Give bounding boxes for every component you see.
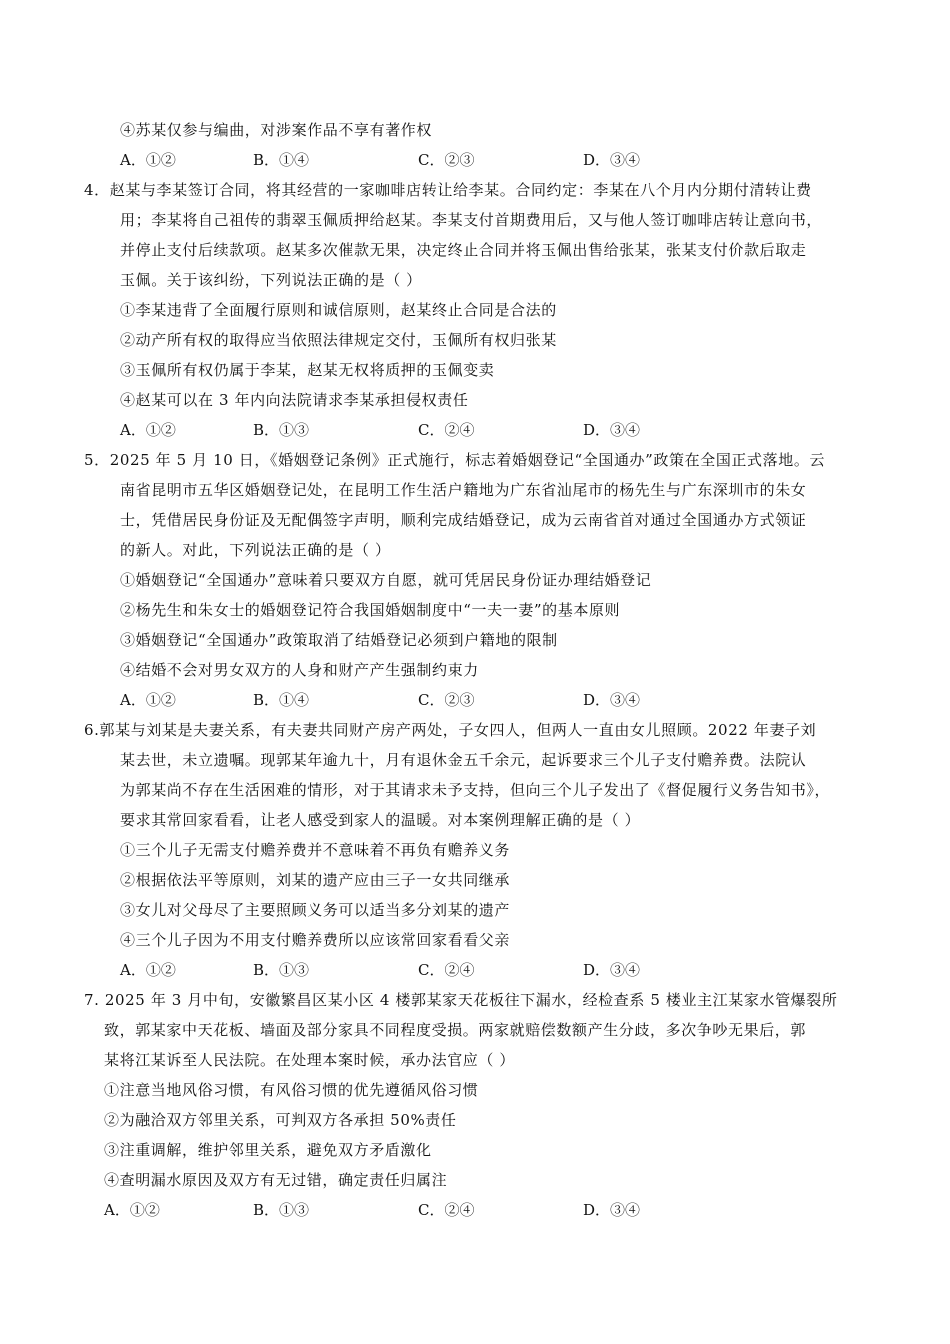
q5-stem-line-4: 的新人。对此，下列说法正确的是（ ）	[120, 541, 391, 559]
q7-answer-d: D．③④	[583, 1201, 641, 1219]
q4-option-1: ①李某违背了全面履行原则和诚信原则，赵某终止合同是合法的	[120, 301, 557, 319]
q4-answer-b: B．①③	[253, 421, 310, 439]
q5-answer-row	[120, 685, 840, 715]
q6-option-1: ①三个儿子无需支付赡养费并不意味着不再负有赡养义务	[120, 841, 511, 859]
q4-stem-line-3: 并停止支付后续款项。赵某多次催款无果，决定终止合同并将玉佩出售给张某，张某支付价款后取走	[120, 241, 807, 259]
q5-option-1: ①婚姻登记“全国通办”意味着只要双方自愿，就可凭居民身份证办理结婚登记	[120, 571, 652, 589]
q7-option-2: ②为融洽双方邻里关系，可判双方各承担 50%责任	[104, 1111, 457, 1129]
q4-option-4: ④赵某可以在 3 年内向法院请求李某承担侵权责任	[120, 391, 469, 409]
q6-answer-row	[120, 955, 840, 985]
q4-stem-line-4: 玉佩。关于该纠纷，下列说法正确的是（ ）	[120, 271, 422, 289]
q6-answer-d: D．③④	[583, 961, 641, 979]
q4-stem-line-2: 用；李某将自己祖传的翡翠玉佩质押给赵某。李某支付首期费用后，又与他人签订咖啡店转让意向书，	[120, 211, 823, 229]
q7-answer-b: B．①③	[253, 1201, 310, 1219]
q3-answer-c: C．②③	[418, 151, 475, 169]
q5-option-2: ②杨先生和朱女士的婚姻登记符合我国婚姻制度中“一夫一妻”的基本原则	[120, 601, 621, 619]
q7-answer-a: A．①②	[104, 1201, 160, 1219]
q6-answer-c: C．②④	[418, 961, 475, 979]
q6-option-2: ②根据依法平等原则，刘某的遗产应由三子一女共同继承	[120, 871, 511, 889]
q7-option-1: ①注意当地风俗习惯，有风俗习惯的优先遵循风俗习惯	[104, 1081, 479, 1099]
q4-answer-a: A．①②	[120, 421, 176, 439]
q5-stem-line-3: 士，凭借居民身份证及无配偶签字声明，顺利完成结婚登记，成为云南省首对通过全国通办方式领证	[120, 511, 807, 529]
q4-answer-row	[120, 415, 840, 445]
q4-option-2: ②动产所有权的取得应当依照法律规定交付，玉佩所有权归张某	[120, 331, 557, 349]
q7-answer-c: C．②④	[418, 1201, 475, 1219]
q7-stem-line-1: 7. 2025 年 3 月中旬，安徽繁昌区某小区 4 楼郭某家天花板往下漏水，经检查系 5 楼业主江某家水管爆裂所	[84, 991, 838, 1009]
q7-stem-line-2: 致，郭某家中天花板、墙面及部分家具不同程度受损。两家就赔偿数额产生分歧，多次争吵无果后，郭	[104, 1021, 807, 1039]
q6-answer-b: B．①③	[253, 961, 310, 979]
q6-stem-line-4: 要求其常回家看看，让老人感受到家人的温暖。对本案例理解正确的是（ ）	[120, 811, 641, 829]
q6-answer-a: A．①②	[120, 961, 176, 979]
q5-option-4: ④结婚不会对男女双方的人身和财产产生强制约束力	[120, 661, 479, 679]
q5-stem-line-2: 南省昆明市五华区婚姻登记处，在昆明工作生活户籍地为广东省汕尾市的杨先生与广东深圳市的朱女	[120, 481, 807, 499]
q3-option-4: ④苏某仅参与编曲，对涉案作品不享有著作权	[120, 121, 433, 139]
q4-option-3: ③玉佩所有权仍属于李某，赵某无权将质押的玉佩变卖	[120, 361, 495, 379]
q5-answer-c: C．②③	[418, 691, 475, 709]
q5-answer-d: D．③④	[583, 691, 641, 709]
q5-stem-line-1: 5．2025 年 5 月 10 日，《婚姻登记条例》正式施行，标志着婚姻登记“全国通办”政策在全国正式落地。云	[84, 451, 826, 469]
q4-answer-d: D．③④	[583, 421, 641, 439]
q5-answer-b: B．①④	[253, 691, 310, 709]
q3-answer-row	[120, 145, 840, 175]
q4-stem-line-1: 4．赵某与李某签订合同，将其经营的一家咖啡店转让给李某。合同约定：李某在八个月内分期付清转让费	[84, 181, 812, 199]
q7-option-3: ③注重调解，维护邻里关系，避免双方矛盾激化	[104, 1141, 432, 1159]
q6-option-3: ③女儿对父母尽了主要照顾义务可以适当多分刘某的遗产	[120, 901, 511, 919]
q3-answer-a: A．①②	[120, 151, 176, 169]
q3-answer-b: B．①④	[253, 151, 310, 169]
q7-stem-line-3: 某将江某诉至人民法院。在处理本案时候，承办法官应（ ）	[104, 1051, 515, 1069]
q6-stem-line-1: 6.郭某与刘某是夫妻关系，有夫妻共同财产房产两处，子女四人，但两人一直由女儿照顾。2022 年妻子刘	[84, 721, 817, 739]
q5-option-3: ③婚姻登记“全国通办”政策取消了结婚登记必须到户籍地的限制	[120, 631, 558, 649]
q3-answer-d: D．③④	[583, 151, 641, 169]
q7-answer-row	[104, 1195, 824, 1225]
q6-stem-line-2: 某去世，未立遗嘱。现郭某年逾九十，月有退休金五千余元，起诉要求三个儿子支付赡养费。法院认	[120, 751, 807, 769]
q4-answer-c: C．②④	[418, 421, 475, 439]
q6-option-4: ④三个儿子因为不用支付赡养费所以应该常回家看看父亲	[120, 931, 511, 949]
q5-answer-a: A．①②	[120, 691, 176, 709]
q6-stem-line-3: 为郭某尚不存在生活困难的情形，对于其请求未予支持，但向三个儿子发出了《督促履行义务告知书》，	[120, 781, 831, 799]
q7-option-4: ④查明漏水原因及双方有无过错，确定责任归属注	[104, 1171, 448, 1189]
